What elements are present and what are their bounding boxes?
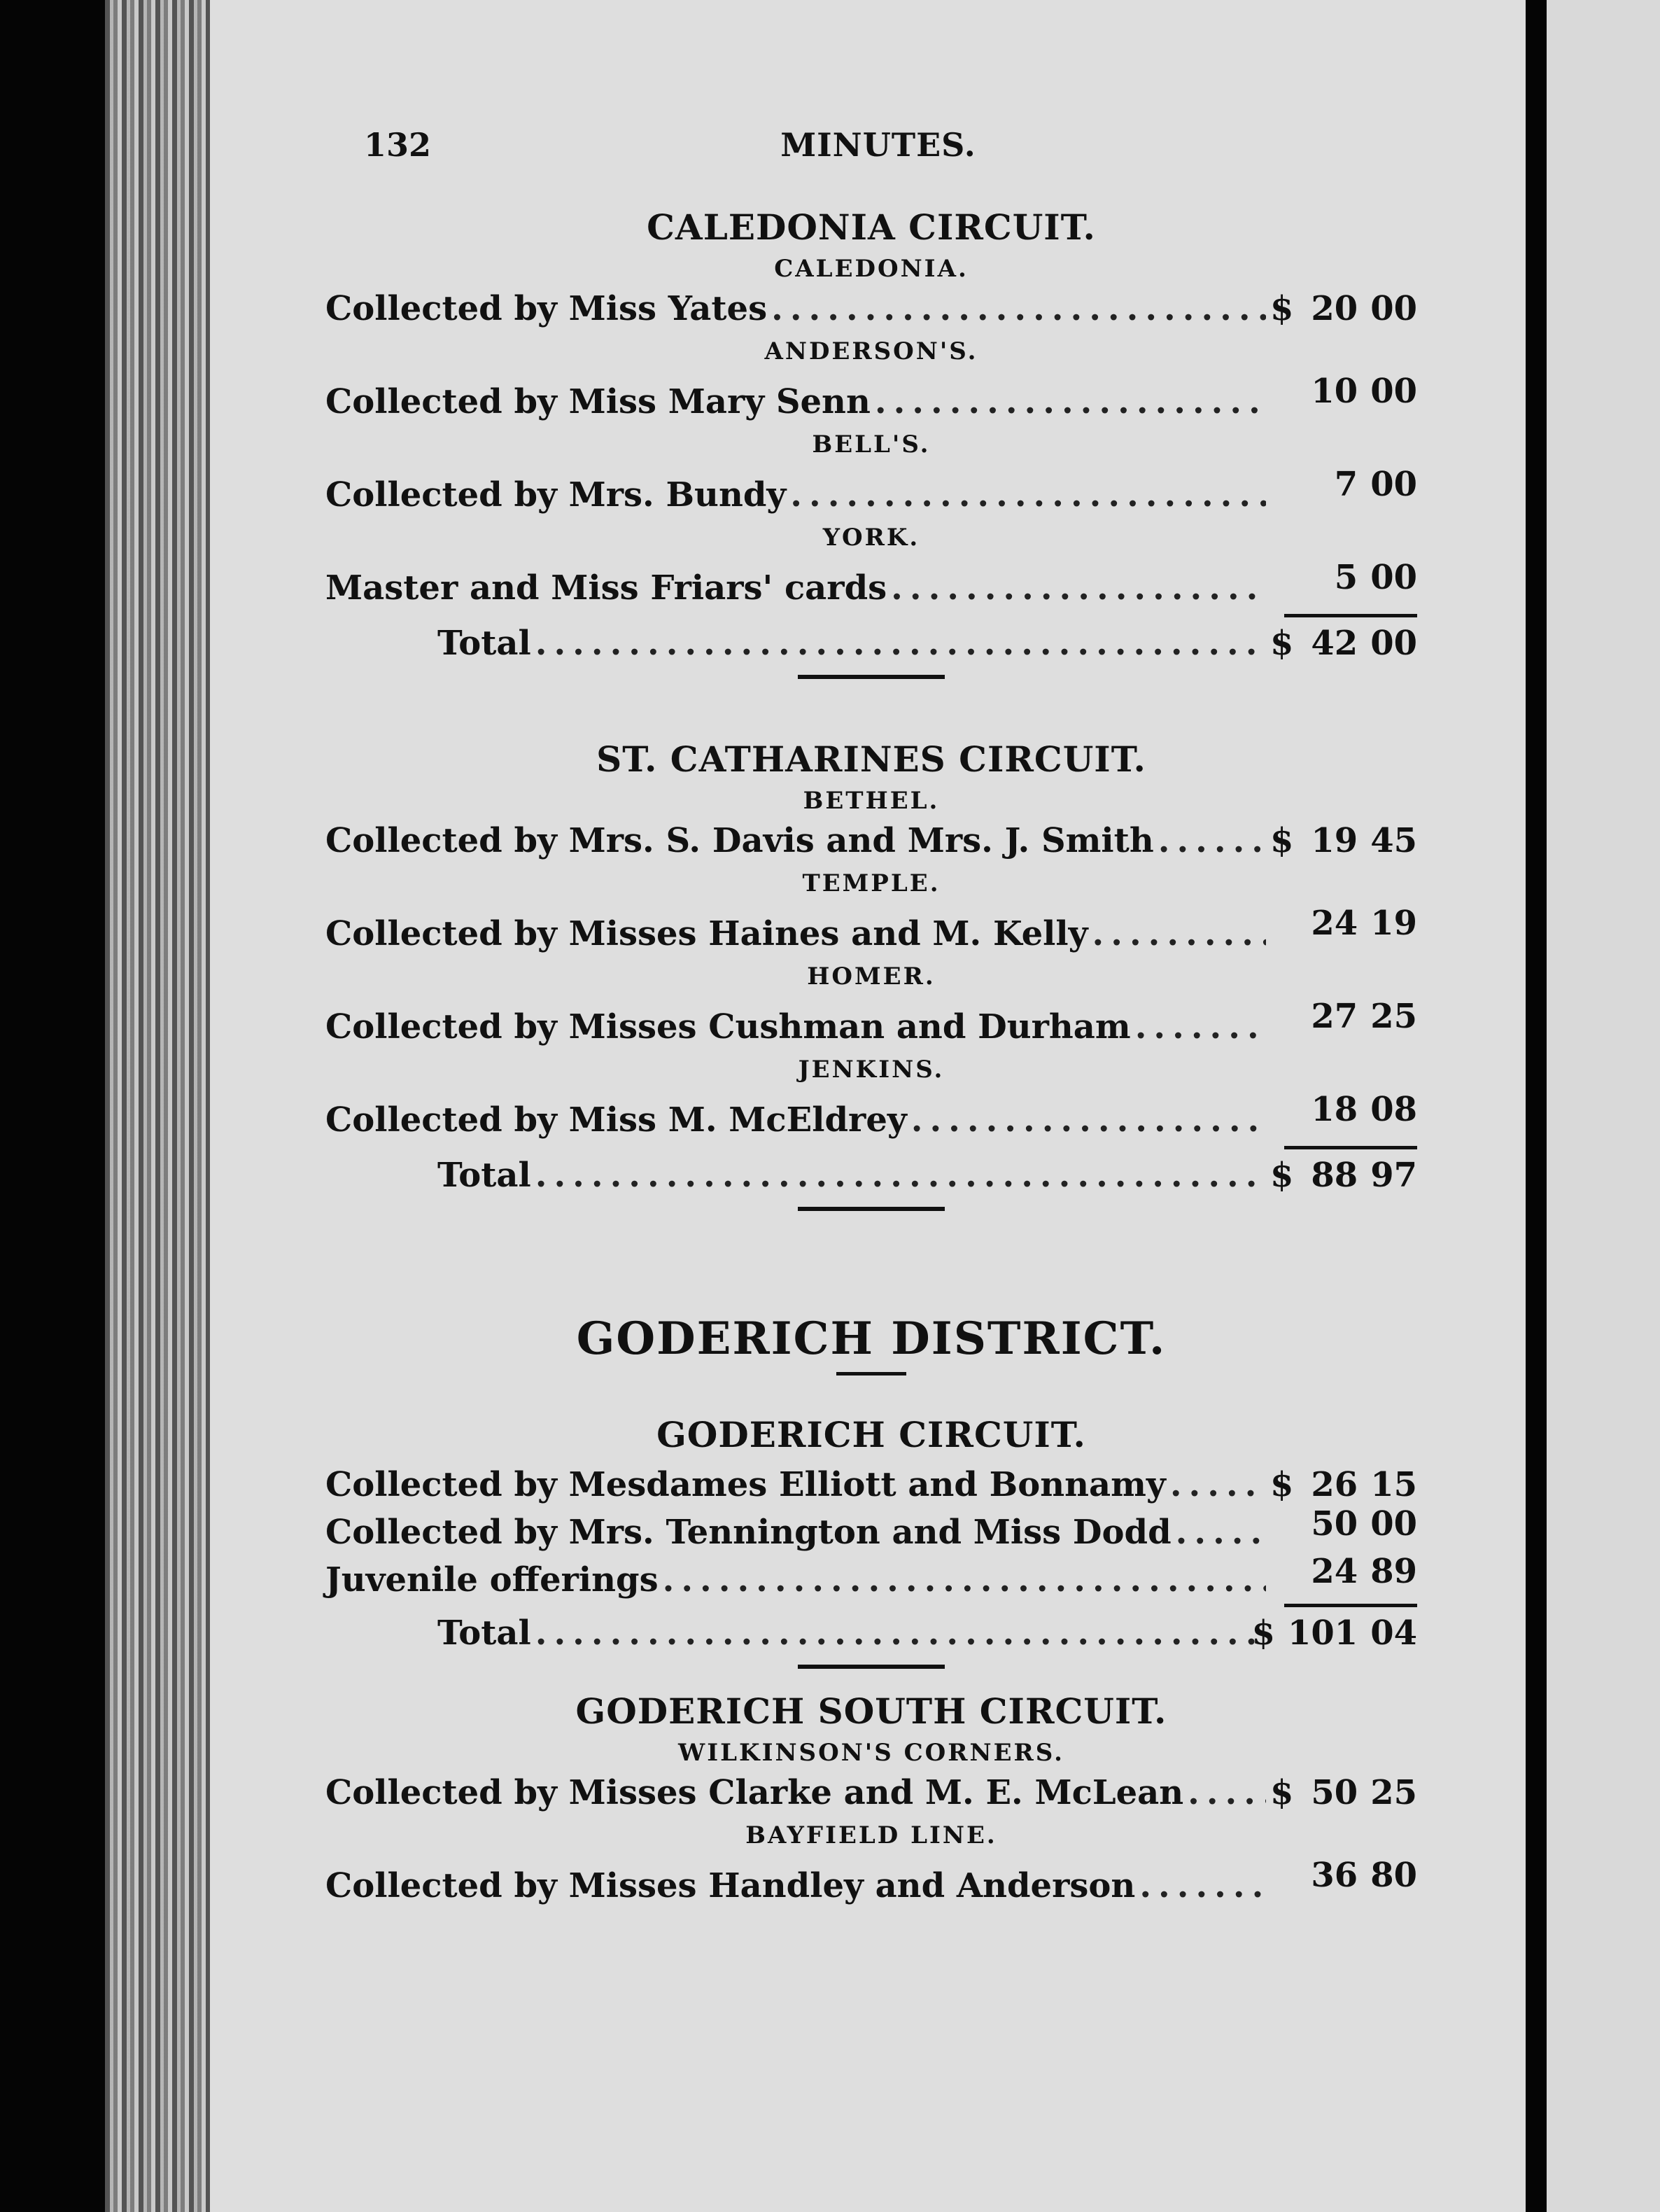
goderich-circuit — [325, 1414, 1417, 1679]
total-label: Total — [437, 624, 531, 663]
circuit-title: ST. CATHARINES CIRCUIT. — [596, 738, 1146, 780]
entry-row — [325, 1465, 1417, 1504]
entry-row — [325, 995, 1417, 1049]
st-catharines-circuit — [325, 738, 1417, 1221]
dot-leader — [535, 1154, 1266, 1197]
society-heading: JENKINS. — [798, 1056, 945, 1084]
society-heading: BAYFIELD LINE. — [745, 1821, 997, 1849]
total-amount: $ 42 00 — [1270, 624, 1417, 663]
entry-row — [325, 463, 1417, 517]
total-amount: $ 88 97 — [1270, 1156, 1417, 1195]
total-label: Total — [437, 1156, 531, 1195]
entry-amount: 5 00 — [1334, 558, 1417, 597]
total-rule — [1284, 1604, 1417, 1607]
entry-amount: 7 00 — [1334, 465, 1417, 504]
entry-amount: $ 26 15 — [1270, 1465, 1417, 1504]
entry-amount: 27 25 — [1311, 997, 1417, 1036]
dot-leader — [1135, 1005, 1266, 1049]
entry-row — [325, 287, 1417, 330]
society-heading: WILKINSON'S CORNERS. — [678, 1739, 1064, 1767]
entry-amount: $ 19 45 — [1270, 821, 1417, 860]
society-heading: HOMER. — [807, 962, 936, 990]
entry-description: Collected by Mrs. Bundy — [325, 475, 787, 514]
total-row — [437, 1154, 1417, 1197]
dot-leader — [1176, 1513, 1266, 1552]
dot-leader — [790, 473, 1266, 517]
entry-description: Master and Miss Friars' cards — [325, 568, 887, 608]
dot-leader — [891, 566, 1266, 610]
entry-row — [325, 1552, 1417, 1600]
entry-description: Collected by Misses Clarke and M. E. McLean — [325, 1773, 1184, 1812]
entry-description: Collected by Mesdames Elliott and Bonnamy — [325, 1465, 1166, 1504]
entry-description: Collected by Misses Handley and Anderson — [325, 1866, 1136, 1905]
dot-leader — [535, 622, 1266, 665]
entry-amount: 36 80 — [1311, 1856, 1417, 1895]
society-heading: TEMPLE. — [802, 869, 941, 897]
dot-leader — [663, 1560, 1266, 1600]
society-heading: ANDERSON'S. — [764, 337, 978, 365]
total-label: Total — [437, 1614, 531, 1653]
dot-leader — [1139, 1864, 1266, 1907]
district-title: GODERICH DISTRICT. — [576, 1312, 1167, 1365]
entry-row — [325, 1504, 1417, 1552]
entry-description: Collected by Miss Mary Senn — [325, 382, 871, 421]
entry-row — [325, 556, 1417, 610]
entry-description: Collected by Misses Haines and M. Kelly — [325, 914, 1088, 953]
section-separator — [836, 1372, 906, 1376]
caledonia-circuit — [325, 206, 1417, 689]
goderich-south-circuit — [325, 1690, 1417, 1907]
dot-leader — [1188, 1771, 1266, 1814]
facing-page-edge — [1547, 0, 1660, 2212]
entry-description: Collected by Mrs. S. Davis and Mrs. J. Smith — [325, 821, 1154, 860]
entry-row — [325, 370, 1417, 424]
dot-leader — [911, 1098, 1266, 1142]
dot-leader — [771, 287, 1266, 330]
circuit-title: CALEDONIA CIRCUIT. — [647, 206, 1096, 248]
entry-row — [325, 1088, 1417, 1142]
entry-description: Collected by Miss M. McEldrey — [325, 1100, 907, 1140]
entry-amount: 24 89 — [1311, 1552, 1417, 1591]
dot-leader — [1170, 1465, 1266, 1504]
entry-description: Juvenile offerings — [325, 1560, 659, 1600]
section-separator — [798, 675, 945, 679]
dot-leader — [1092, 912, 1266, 955]
entry-amount: 10 00 — [1311, 372, 1417, 411]
society-heading: BELL'S. — [812, 430, 931, 458]
entry-amount: 24 19 — [1311, 904, 1417, 943]
book-page-edges — [105, 0, 210, 2212]
dot-leader — [875, 380, 1266, 424]
total-rule — [1284, 614, 1417, 617]
circuit-title: GODERICH CIRCUIT. — [656, 1414, 1086, 1455]
entry-row — [325, 819, 1417, 862]
entry-amount: $ 50 25 — [1270, 1773, 1417, 1812]
goderich-district — [325, 1312, 1417, 1382]
section-separator — [798, 1207, 945, 1211]
dot-leader — [535, 1611, 1266, 1655]
running-head — [364, 126, 1393, 175]
total-rule — [1284, 1146, 1417, 1149]
total-row — [437, 622, 1417, 665]
entry-amount: $ 20 00 — [1270, 289, 1417, 328]
entry-amount: 18 08 — [1311, 1090, 1417, 1129]
running-title: MINUTES. — [780, 126, 976, 164]
total-row — [437, 1611, 1417, 1655]
dot-leader — [1158, 819, 1266, 862]
section-separator — [798, 1665, 945, 1669]
entry-row — [325, 1854, 1417, 1907]
total-amount: $ 101 04 — [1251, 1614, 1417, 1653]
circuit-title: GODERICH SOUTH CIRCUIT. — [575, 1690, 1167, 1732]
entry-description: Collected by Miss Yates — [325, 289, 768, 328]
society-heading: BETHEL. — [803, 787, 940, 815]
page-number: 132 — [364, 126, 432, 164]
entry-amount: 50 00 — [1311, 1504, 1417, 1544]
society-heading: CALEDONIA. — [774, 255, 969, 283]
society-heading: YORK. — [822, 524, 920, 552]
entry-row — [325, 1771, 1417, 1814]
entry-description: Collected by Mrs. Tennington and Miss Dodd — [325, 1513, 1172, 1552]
entry-row — [325, 902, 1417, 955]
entry-description: Collected by Misses Cushman and Durham — [325, 1007, 1131, 1046]
